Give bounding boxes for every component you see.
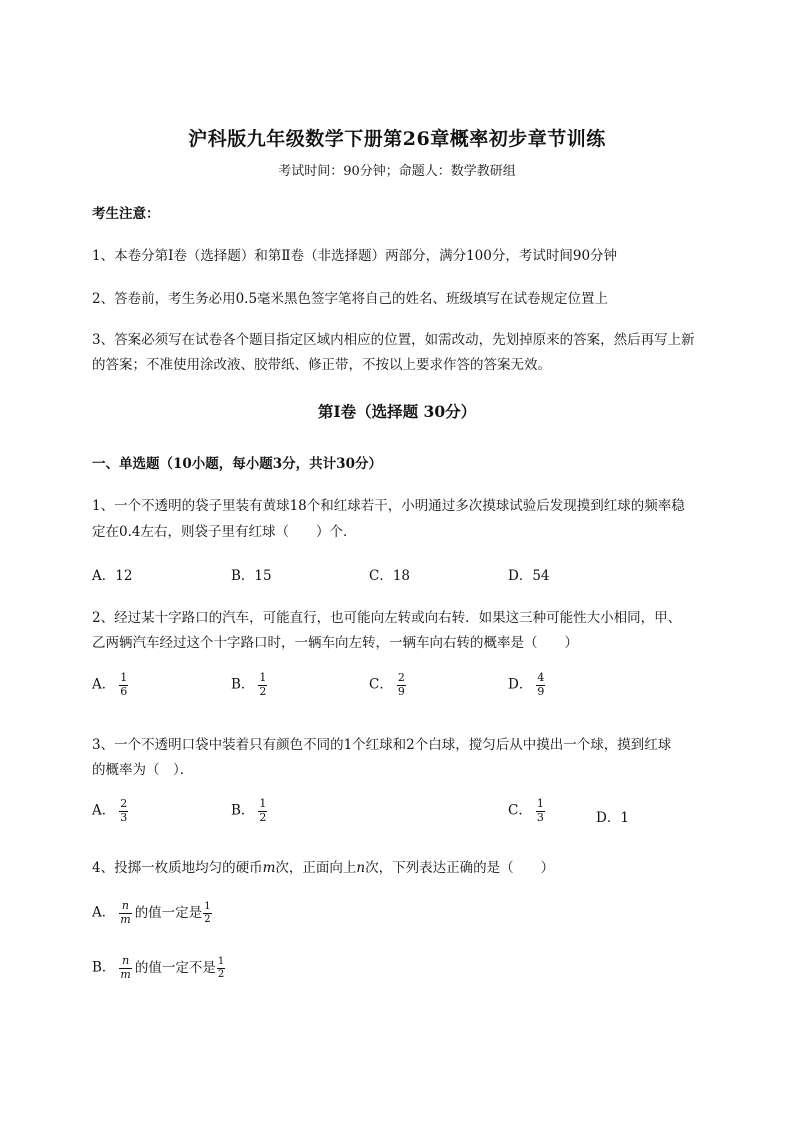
question-4-stem: 4、投掷一枚质地均匀的硬币m次，正面向上n次，下列表达正确的是（ ） [92,860,555,876]
fraction: $\frac{1}{3}$ [536,797,544,824]
fraction: $\frac{n}{m}$ [120,899,131,926]
option-label: B． [231,676,255,693]
question-1-option-c: C．18 [369,568,411,584]
option-label: A． [92,676,116,693]
fraction: $\frac{4}{9}$ [537,671,545,698]
option-label: C． [369,676,393,693]
page-subtitle: 考试时间：90分钟；命题人：数学教研组 [278,164,516,179]
question-3-option-c [508,798,545,824]
option-label: A． [92,904,116,921]
fraction: $\frac{1}{2}$ [204,901,211,925]
variable-m: m [262,860,276,876]
note-item-2: 2、答卷前，考生务必用0.5毫米黑色签字笔将自己的姓名、班级填写在试卷规定位置上 [92,291,609,307]
question-3-line-1: 3、一个不透明口袋中装着只有颜色不同的1个红球和2个白球，搅匀后从中摸出一个球，摸到红球 [92,737,672,753]
note-item-3-cont: 的答案；不准使用涂改液、胶带纸、修正带，不按以上要求作答的答案无效。 [92,357,551,373]
question-2-option-c [369,672,406,698]
fraction: $\frac{1}{2}$ [259,797,267,824]
part-title: 一、单选题（10小题，每小题3分，共计30分） [92,456,382,472]
question-1-option-b: B．15 [231,568,272,584]
question-2-line-2: 乙两辆汽车经过这个十字路口时，一辆车向左转，一辆车向右转的概率是（ ） [92,635,578,651]
variable-n: n [356,860,366,876]
question-1-line-2: 定在0.4左右，则袋子里有红球（ ）个． [92,524,357,540]
fraction: $\frac{1}{6}$ [120,671,128,698]
question-3-line-2: 的概率为（ ）． [92,762,194,778]
note-item-3: 3、答案必须写在试卷各个题目指定区域内相应的位置，如需改动，先划掉原来的答案，然后再写上新 [92,332,695,348]
question-1-line-1: 1、一个不透明的袋子里装有黄球18个和红球若干，小明通过多次摸球试验后发现摸到红球的频率稳 [92,498,685,514]
question-1-option-a: A．12 [92,568,133,584]
question-2-option-a [92,672,128,698]
section-title: 第I卷（选择题 30分） [317,402,477,421]
notes-heading: 考生注意： [92,206,160,222]
question-4-option-a: A． $\frac{n}{m}$ 的值一定是 $\frac{1}{2}$ [92,899,211,926]
question-2-option-d [508,672,545,698]
option-label: B． [92,959,116,976]
question-4-option-b: B． $\frac{n}{m}$ 的值一定不是 $\frac{1}{2}$ [92,954,225,981]
fraction: $\frac{1}{2}$ [259,671,267,698]
option-label: D． [508,676,533,693]
option-label: C． [508,802,532,819]
fraction: $\frac{2}{9}$ [397,671,405,698]
question-2-line-1: 2、经过某十字路口的汽车，可能直行，也可能向左转或向右转．如果这三种可能性大小相同，甲、 [92,610,682,626]
question-3-option-a [92,798,128,824]
fraction: $\frac{n}{m}$ [120,954,131,981]
question-3-option-d: D．1 [596,810,629,826]
fraction: $\frac{1}{2}$ [217,956,225,980]
question-3-option-b [231,798,267,824]
option-label: B． [231,802,255,819]
question-1-option-d: D．54 [508,568,550,584]
note-item-1: 1、本卷分第I卷（选择题）和第Ⅱ卷（非选择题）两部分，满分100分，考试时间90分钟 [92,248,618,264]
fraction: $\frac{2}{3}$ [120,797,128,824]
option-label: A． [92,802,116,819]
question-2-option-b [231,672,267,698]
page-title: 沪科版九年级数学下册第26章概率初步章节训练 [188,128,606,150]
